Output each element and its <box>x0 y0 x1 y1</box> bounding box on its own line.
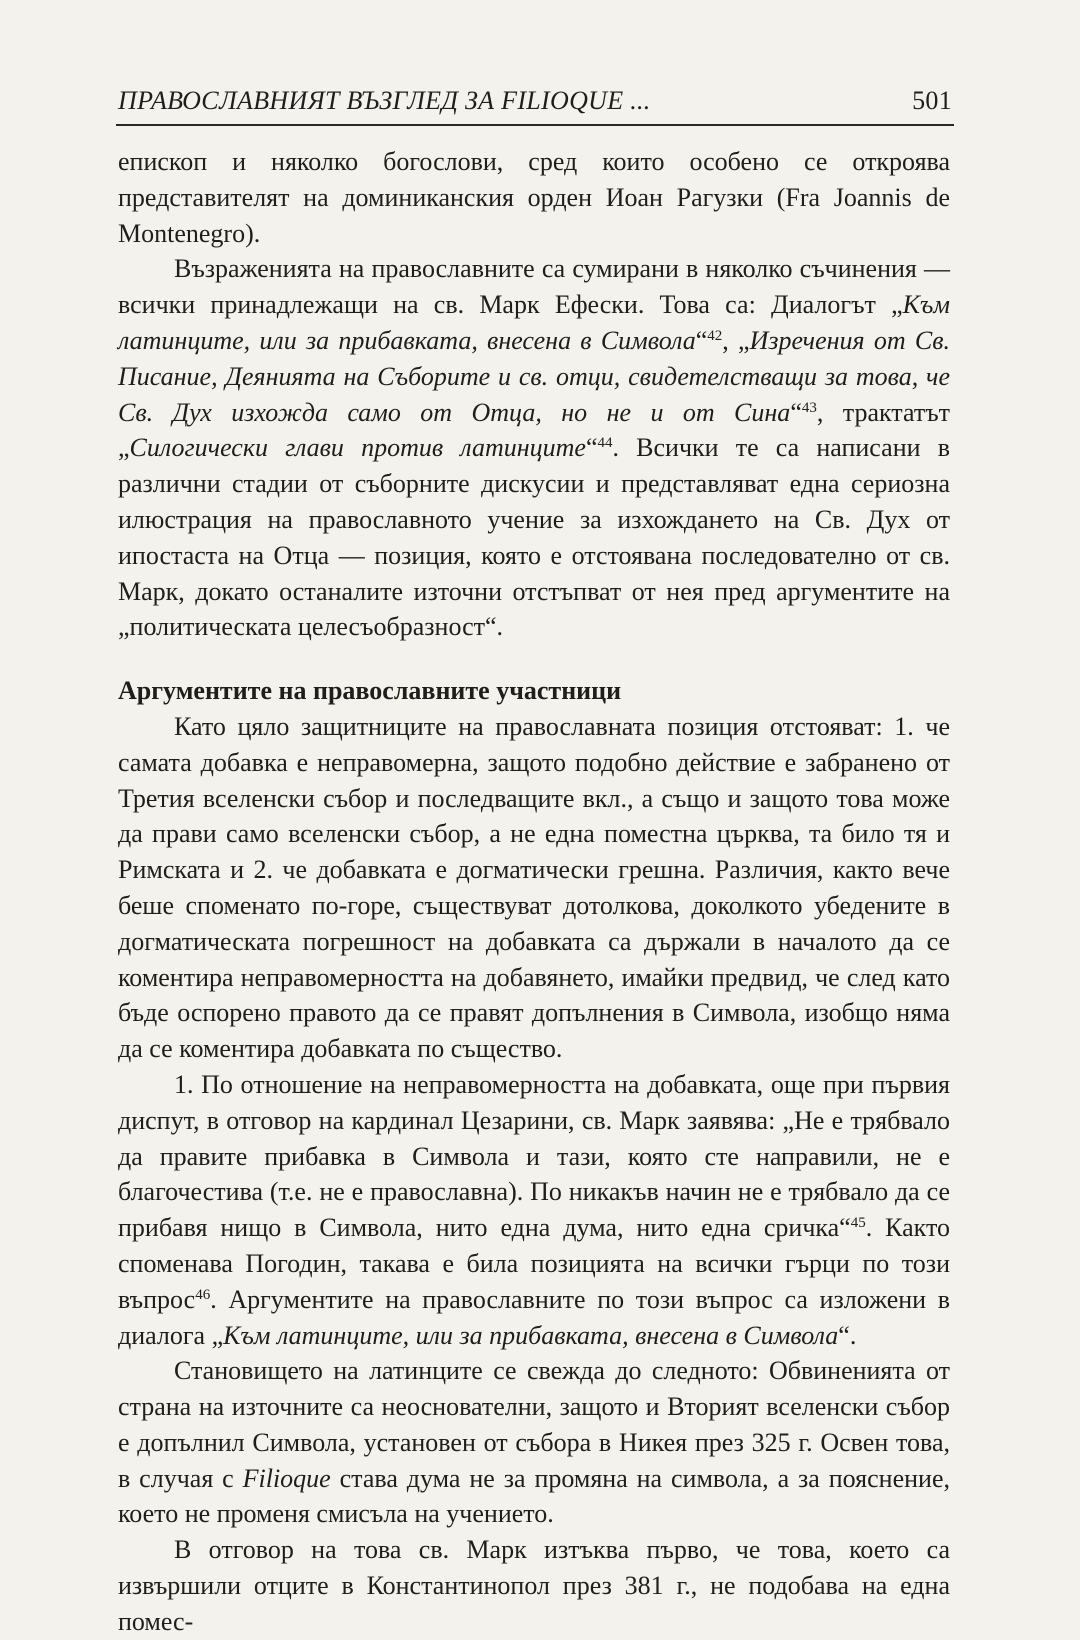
footnote-ref: 42 <box>707 327 723 344</box>
footnote-ref: 46 <box>195 1286 211 1303</box>
paragraph: В отговор на това св. Марк изтъква първо, че това, което са извършили отците в Константинопол през 381 г., не подобава на една помес- <box>118 1535 950 1636</box>
running-head <box>118 86 952 116</box>
header-rule <box>116 124 954 126</box>
work-title: Силогически глави против латинците <box>129 433 586 463</box>
latin-term: Filioque <box>242 1463 331 1493</box>
running-title: ПРАВОСЛАВНИЯТ ВЪЗГЛЕД ЗА FILIOQUE ... <box>118 86 651 115</box>
paragraph: Становището на латинците се свежда до следното: Обвиненията от страна на източните са неоснователни, защото и Вторият вселенски събор е допълнил Символа, установен от събора в Никея през 325 г. Освен това, в случая с Filioque става дума не за промяна на символа, а за пояснение, което не променя смисъла на учението. <box>118 1356 950 1529</box>
footnote-ref: 44 <box>597 435 613 452</box>
footnote-ref: 45 <box>850 1215 866 1232</box>
body-text <box>118 144 950 1640</box>
page-number: 501 <box>912 86 952 115</box>
paragraph: епископ и няколко богослови, сред които особено се откроява представителят на доминиканския орден Иоан Рагузки (Fra Joannis de Montenegro). <box>118 147 950 248</box>
work-title: Изречения от Св. Писание, Деянията на Съборите и св. отци, свидетелстващи за това, че Св. Дух изхожда само от Отца, но не и от Сина <box>118 325 950 427</box>
work-title: Към латинците, или за прибавката, внесена в Символа <box>118 290 950 355</box>
work-title: Към латинците, или за прибавката, внесена в Символа <box>223 1320 839 1350</box>
paragraph: Възраженията на православните са сумирани в няколко съчинения — всички принадлежащи на св. Марк Ефески. Това са: Диалогът „Към латинците, или за прибавката, внесена в Символа“$^{42}$, „Изречения от Св. Писание, Деянията на Съборите и св. отци, свидетелстващи за това, че Св. Дух изхожда само от Отца, но не и от Сина“$^{43}$, трактатът „Силогически глави против латинците“$^{44}$. Всички те са написани в различни стадии от съборните дискусии и представляват една сериозна илюстрация на православното учение за изхождането на Св. Дух от ипостаста на Отца — позиция, която е отстоявана последователно от св. Марк, докато останалите източни отстъпват от нея пред аргументите на „политическата целесъобразност“. <box>118 254 951 642</box>
paragraph: 1. По отношение на неправомерността на добавката, още при първия диспут, в отговор на кардинал Цезарини, св. Марк заявява: „Не е трябвало да правите прибавка в Символа и тази, която сте направили, не е благочестива (т.е. не е православна). По никакъв начин не е трябвало да се прибавя нищо в Символа, нито една дума, нито една сричка“$^{45}$. Както споменава Погодин, такава е била позицията на всички гърци по този въпрос$^{46}$. Аргументите на православните по този въпрос са изложени в диалога „Към латинците, или за прибавката, внесена в Символа“. <box>118 1069 950 1350</box>
footnote-ref: 43 <box>801 399 817 416</box>
section-heading: Аргументите на православните участници <box>118 676 622 706</box>
paragraph: Като цяло защитниците на православната позиция отстояват: 1. че самата добавка е неправомерна, защото подобно действие е забранено от Третия вселенски събор и последващите вкл., а също и защото това може да прави само вселенски събор, а не една поместна църква, та било тя и Римската и 2. че добавката е догматически грешна. Различия, както вече беше споменато по-горе, съществуват дотолкова, доколкото убедените в догматическата погрешност на добавката са държали в началото да се коментира неправомерността на добавянето, имайки предвид, че след като бъде оспорено правото да се правят допълнения в Символа, изобщо няма да се коментира добавката по същество. <box>118 711 950 1064</box>
